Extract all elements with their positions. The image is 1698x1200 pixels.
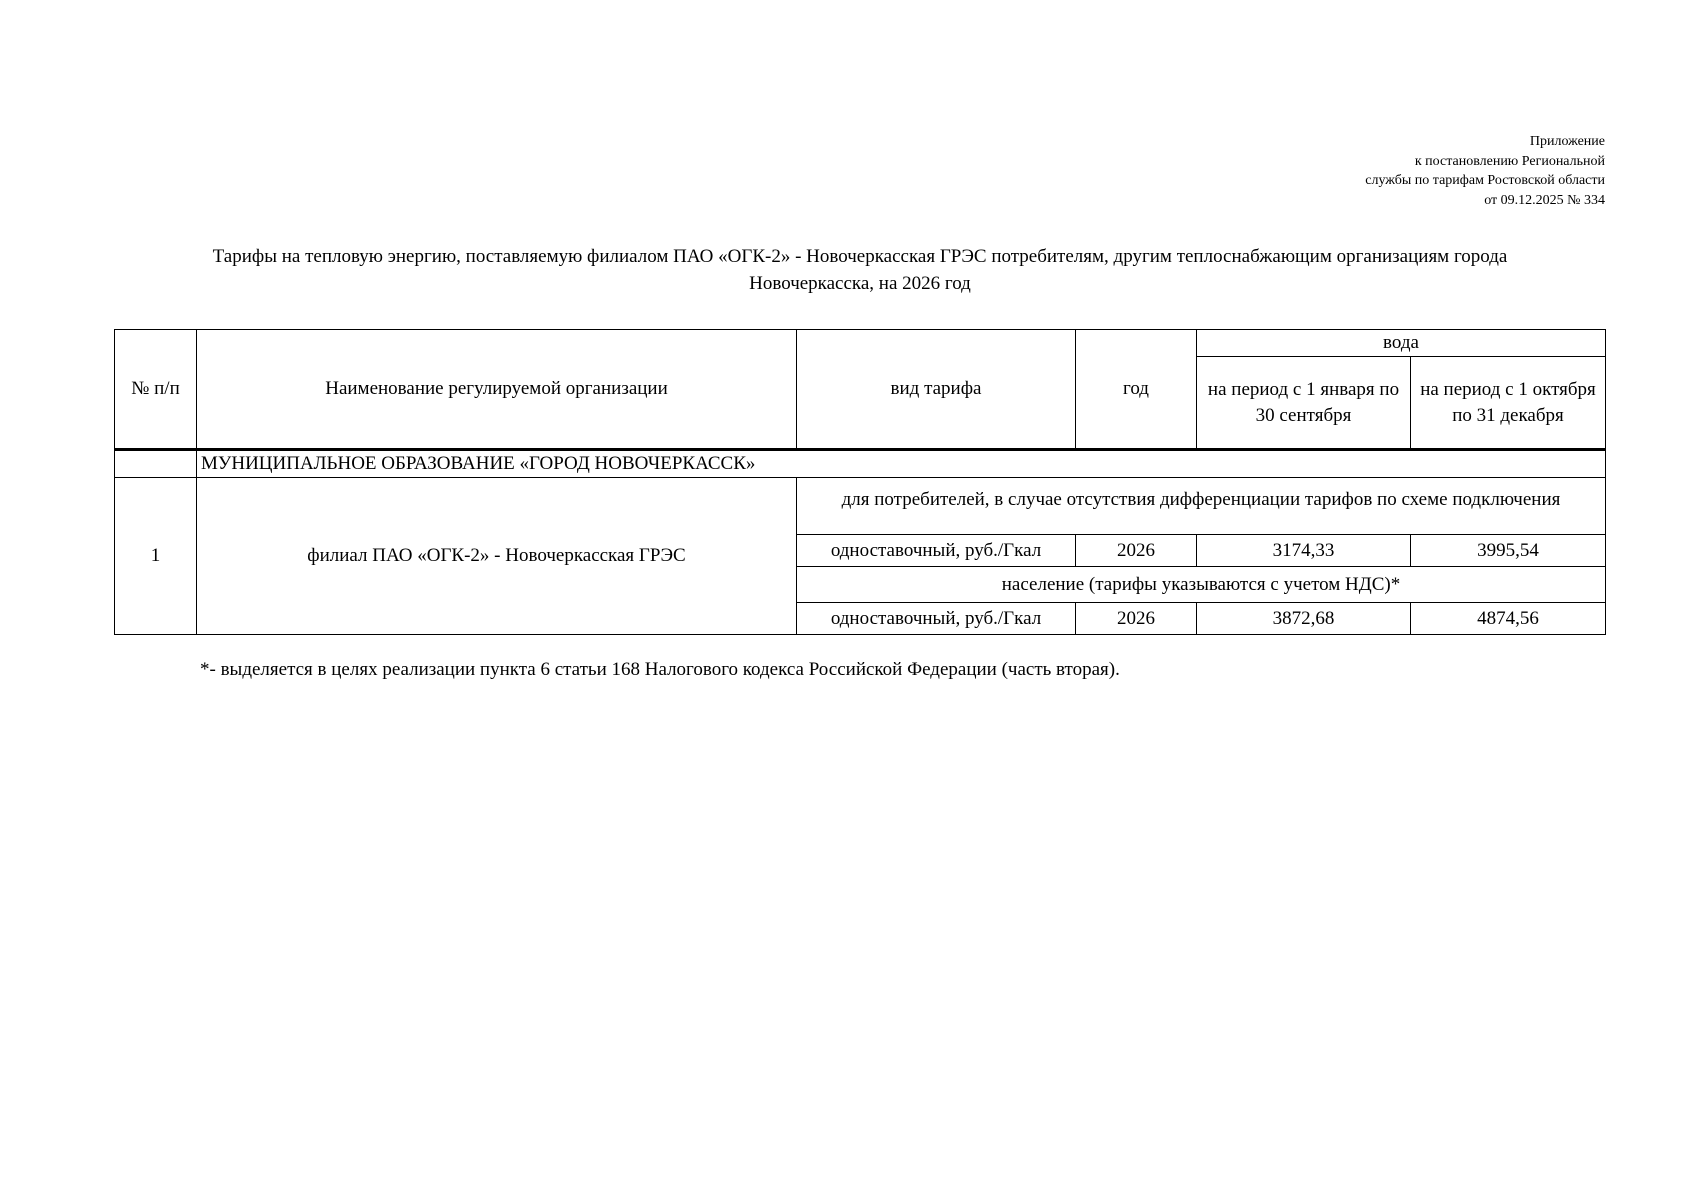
appendix-line: к постановлению Региональной [1414,153,1605,169]
table-row [115,478,1606,535]
group-heading: для потребителей, в случае отсутствия дифференциации тарифов по схеме подключения [797,478,1606,535]
footnote: *- выделяется в целях реализации пункта 6 статьи 168 Налогового кодекса Российской Федерации (часть вторая). [200,659,1120,680]
municipality-name: МУНИЦИПАЛЬНОЕ ОБРАЗОВАНИЕ «ГОРОД НОВОЧЕРКАССК» [197,450,1606,478]
document-title-line: Новочеркасска, на 2026 год [749,273,971,294]
entry-number: 1 [115,478,197,635]
group-heading: население (тарифы указываются с учетом НДС)* [797,567,1606,603]
tariff-type-cell: одноставочный, руб./Гкал [797,603,1076,635]
document-title [110,243,1610,297]
table-header-row [115,330,1606,357]
period-2-value: 4874,56 [1411,603,1606,635]
tariff-type-cell: одноставочный, руб./Гкал [797,535,1076,567]
period-1-value: 3872,68 [1197,603,1411,635]
appendix-block [1365,132,1605,210]
header-number: № п/п [115,330,197,450]
header-period-1: на период с 1 января по 30 сентября [1197,357,1411,450]
header-tariff-type: вид тарифа [797,330,1076,450]
year-cell: 2026 [1076,603,1197,635]
header-year: год [1076,330,1197,450]
header-organization: Наименование регулируемой организации [197,330,797,450]
entry-organization: филиал ПАО «ОГК-2» - Новочеркасская ГРЭС [197,478,797,635]
year-cell: 2026 [1076,535,1197,567]
tariff-table [114,329,1606,635]
municipality-row [115,450,1606,478]
municipality-number-cell [115,450,197,478]
header-period-2: на период с 1 октября по 31 декабря [1411,357,1606,450]
appendix-line: Приложение [1529,134,1605,149]
appendix-line: службы по тарифам Ростовской области [1365,173,1605,188]
appendix-line: от 09.12.2025 № 334 [1484,192,1605,208]
period-2-value: 3995,54 [1411,535,1606,567]
document-title-line: Тарифы на тепловую энергию, поставляемую филиалом ПАО «ОГК-2» - Новочеркасская ГРЭС потребителям, другим теплоснабжающим организациям города [212,246,1508,267]
header-water: вода [1197,330,1606,357]
period-1-value: 3174,33 [1197,535,1411,567]
